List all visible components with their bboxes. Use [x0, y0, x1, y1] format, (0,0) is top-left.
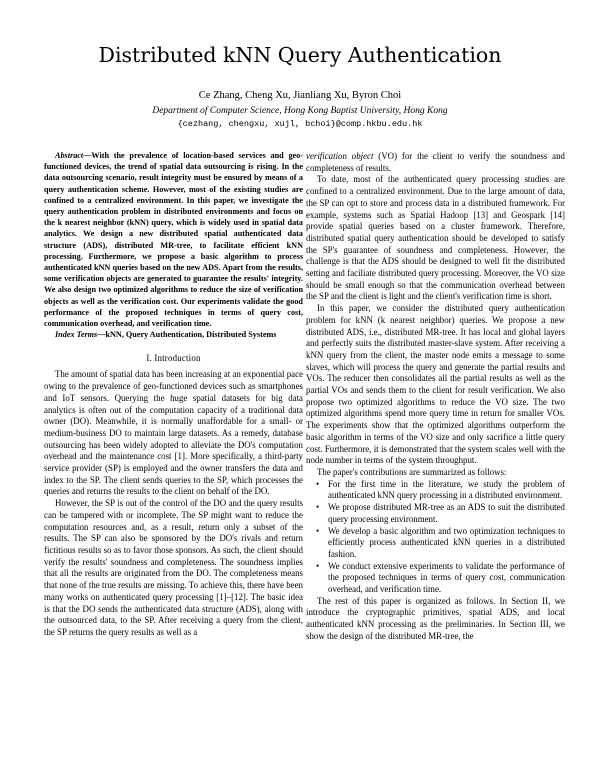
intro-paragraph-2: However, the SP is out of the control of the DO and the query results can be tampered with or incomplete. The SP might want to reduce the computation resources and, as a result, return only a subset of the results. The SP can also be sponsored by the DO's rivals and return fictitious results so as to favor those sponsors. As such, the client should verify the results' soundness and completeness. The soundness implies that all the results are originated from the DO. The completeness means that none of the true results are missing. To achieve this, there have been many works on authenticated query processing [1]–[12]. The basic idea is that the DO sends the authenticated data structure (ADS), along with the outsourced data, to the SP. After receiving a query from the client, the SP returns the query results as well as a — [44, 498, 303, 637]
abstract-label: Abstract — [55, 151, 84, 160]
index-terms-text: kNN, Query Authentication, Distributed Systems — [105, 330, 277, 340]
list-item — [306, 502, 565, 525]
list-item-text: We conduct extensive experiments to validate the performance of the proposed techniques in terms of query cost, communication overhead, and verification time. — [328, 560, 565, 595]
bullet-icon: • — [316, 560, 320, 571]
bullet-icon: • — [316, 525, 320, 536]
contributions-list — [306, 479, 565, 596]
affiliation: Department of Computer Science, Hong Kong Baptist University, Hong Kong — [152, 106, 448, 116]
index-terms — [44, 329, 303, 340]
vo-continuation-paragraph — [306, 151, 565, 174]
right-paragraph-3: The paper's contributions are summarized as follows: — [317, 466, 507, 477]
intro-paragraph-1: The amount of spatial data has been increasing at an exponential pace owing to the prevalence of geo-functioned devices such as smartphones and IoT sensors. Querying the huge spatial datasets for big data analytics is often out of the computation capacity of a traditional data owner (DO). Meanwhile, it is normally unaffordable for a small- or medium-business DO to maintain large datasets. As a remedy, database outsourcing has been widely adopted to alleviate the DO's computation overhead and the maintenance cost [1]. More specifically, a third-party service provider (SP) is employed and the owner transfers the data and index to the SP. The client sends queries to the SP, which processes the queries and returns the results to the client on behalf of the DO. — [44, 369, 303, 497]
paper-title: Distributed kNN Query Authentication — [98, 43, 502, 67]
index-terms-label: Index Terms — [55, 330, 98, 340]
bullet-icon: • — [316, 502, 320, 513]
right-closing-paragraph: The rest of this paper is organized as follows. In Section II, we introduce the cryptographic primitives, spatial ADS, and local authenticated kNN processing as the preliminaries. In Section III, we show the design of the distributed MR-tree, the — [306, 595, 565, 641]
index-terms-dash: — — [97, 330, 106, 340]
list-item — [306, 479, 565, 502]
list-item-text: For the first time in the literature, we study the problem of authenticated kNN query processing in a distributed environment. — [328, 478, 565, 501]
bullet-icon: • — [316, 478, 320, 489]
author-emails: {cezhang, chengxu, xujl, bchoi}@comp.hkbu.edu.hk — [177, 119, 423, 129]
right-column — [306, 151, 565, 643]
list-item-text: We propose distributed MR-tree as an ADS to suit the distributed query processing environment. — [328, 502, 565, 524]
list-item — [306, 561, 565, 596]
vo-continuation-text: (VO) for the client to verify the soundness and completeness of results. — [306, 151, 565, 173]
section-heading-introduction: I. Introduction — [146, 353, 201, 364]
abstract — [44, 150, 303, 329]
abstract-text: With the prevalence of location-based services and geo-functioned devices, the trend of spatial data outsourcing is rising. In the data outsourcing scenario, result integrity must be ensured by means of a query authentication scheme. However, most of the existing studies are confined to a centralized environment. In this paper, we investigate the query authentication problem in distributed environments and focus on the k nearest neighbor (kNN) query, which is widely used in spatial data analytics. We design a new distributed spatial authenticated data structure (ADS), distributed MR-tree, to facilitate efficient kNN processing. Furthermore, we propose a basic algorithm to process authenticated kNN queries based on the new ADS. Apart from the results, some verification objects are generated to guarantee the results' integrity. We also design two optimized algorithms to reduce the size of verification objects as well as the verification cost. Our experiments validate the good performance of the proposed techniques in terms of query cost, communication overhead, and verification time. — [44, 151, 303, 329]
author-list: Ce Zhang, Cheng Xu, Jianliang Xu, Byron Choi — [198, 90, 402, 101]
left-column — [44, 150, 303, 639]
abstract-dash: — — [83, 151, 92, 160]
list-item — [306, 526, 565, 561]
right-paragraph-2: In this paper, we consider the distributed query authentication problem for kNN (k nearest neighbor) queries. We propose a new distributed ADS, i.e., distributed MR-tree. It has local and global layers and perfectly suits the distributed master-slave system. After receiving a kNN query from the client, the master node emits a message to some slaves, which will process the query and generate the partial results and VOs. The reducer then consolidates all the partial results as well as the partial VOs and sends them to the client for result verification. We also propose two optimized algorithms to reduce the VO size. The two optimized algorithms spend more query time in return for smaller VOs. The experiments show that the optimized algorithms outperform the basic algorithm in terms of the VO size and only sacrifice a little query cost. Furthermore, it is demonstrated that the system scales well with the node number in terms of the system throughput. — [306, 303, 565, 466]
list-item-text: We develop a basic algorithm and two optimization techniques to efficiently process authenticated kNN queries in a distributed fashion. — [328, 525, 565, 559]
right-paragraph-1: To date, most of the authenticated query processing studies are confined to a centralized environment. Due to the large amount of data, the SP can opt to store and process data in a distributed framework. For example, systems such as Spatial Hadoop [13] and Geospark [14] provide spatial queries based on a cluster framework. Therefore, distributed spatial query authentication should be developed to satisfy the SP's guarantee of soundness and completeness. However, the challenge is that the ADS should be designed to well fit the distributed setting and faciliate distributed query processing. Moreover, the VO size should be small enough so that the communication overhead between the SP and the client is light and the client's verification time is short. — [306, 174, 565, 302]
vo-term: verification object — [306, 151, 374, 161]
